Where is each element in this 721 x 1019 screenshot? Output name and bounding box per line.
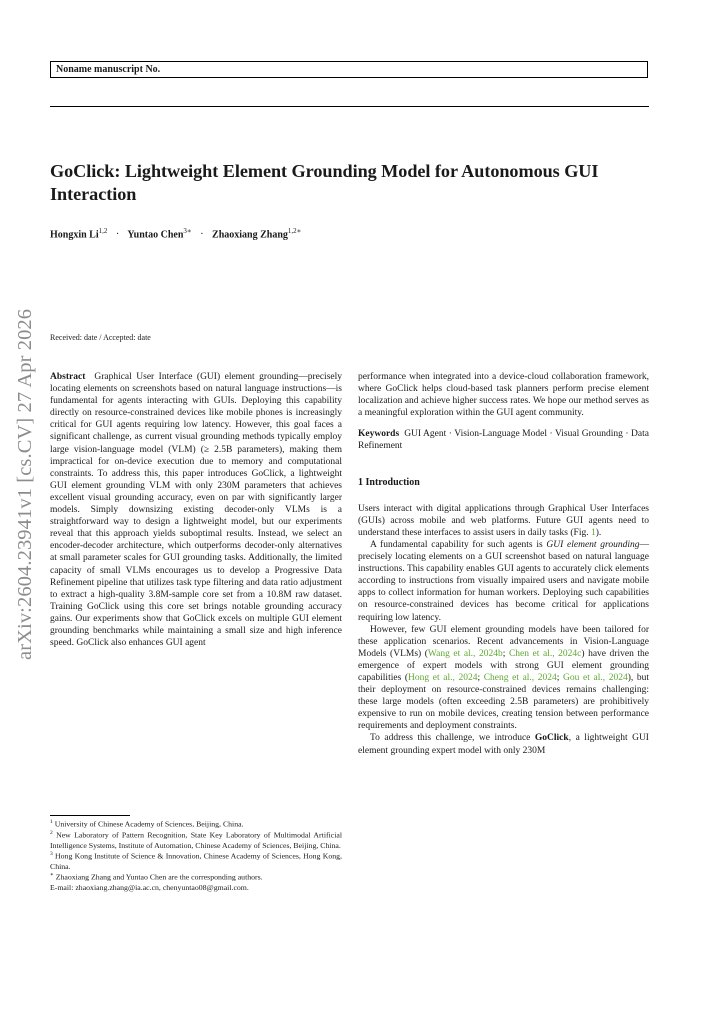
author-name: Hongxin Li bbox=[50, 229, 99, 241]
author-name: Yuntao Chen bbox=[127, 229, 184, 241]
manuscript-header bbox=[50, 61, 648, 78]
abstract-label: Abstract bbox=[50, 372, 86, 382]
author-separator: · bbox=[200, 229, 204, 241]
author-affiliation: 1,2∗ bbox=[287, 227, 302, 235]
model-name: GoClick bbox=[534, 733, 569, 744]
footnote: $^2$ New Laboratory of Pattern Recognition, State Key Laboratory of Multimodal Artificial Intelligence Systems, Institute of Automation, Chinese Academy of Sciences, Beijing, China. bbox=[50, 830, 342, 850]
citation-link[interactable]: Hong et al., 2024 bbox=[408, 672, 478, 683]
abstract-text: Graphical User Interface (GUI) element grounding—precisely locating elements on screenshots based on natural language instructions—is fundamental for agents interacting with GUIs. Deploying this capability directly on resource-constrained devices like mobile phones is increasingly critical for GUI agents requiring low latency. However, this goal faces a significant challenge, as current visual grounding methods typically employ large vision-language model (VLM) (≥ 2.5B parameters), making them impractical for on-device execution due to memory and computational constraints. To address this, this paper introduces GoClick, a lightweight GUI element grounding VLM with only 230M parameters that achieves excellent visual grounding accuracy, even on par with significantly larger models. Simply downsizing existing decoder-only VLMs is a straightforward way to design a lightweight model, but our experiments reveal that this approach yields suboptimal results. Instead, we select an encoder-decoder architecture, which outperforms decoder-only alternatives at small parameter scales for GUI grounding tasks. Additionally, the limited capacity of small VLMs encourages us to develop a Progressive Data Refinement pipeline that utilizes task type filtering and data ratio adjustment to extract a high-quality 3.8M-sample core set from a 10.8M raw dataset. Training GoClick using this core set brings notable grounding accuracy gains. Our experiments show that GoClick excels on multiple GUI element grounding benchmarks while maintaining a small size and high inference speed. GoClick also enhances GUI agent bbox=[50, 372, 342, 649]
keywords-label: Keywords bbox=[358, 429, 400, 440]
header-rule bbox=[50, 106, 649, 107]
right-column bbox=[358, 371, 649, 757]
footnote-email: E-mail: zhaoxiang.zhang@ia.ac.cn, chenyuntao08@gmail.com. bbox=[50, 882, 249, 892]
paper-title: GoClick: Lightweight Element Grounding Model for Autonomous GUI Interaction bbox=[50, 161, 599, 204]
keywords-text: GUI Agent · Vision-Language Model · Visual Grounding · Data Refinement bbox=[358, 429, 649, 452]
citation-link[interactable]: Wang et al., 2024b bbox=[427, 648, 503, 659]
footnote: $^1$ University of Chinese Academy of Sciences, Beijing, China. bbox=[50, 819, 244, 829]
intro-paragraph: However, few GUI element grounding models have been tailored for these application scenarios. Recent advancements in Vision-Language Models (VLMs) (Wang et al., 2024b; Chen et al., 2024c) have driven the emergence of expert models with strong GUI element grounding capabilities (Hong et al., 2024; Cheng et al., 2024; Gou et al., 2024), but their deployment on resource-constrained devices remains challenging: these large models (often exceeding 2.5B parameters) are prohibitively expensive to run on mobile devices, creating tension between performance requirements and deployment constraints. bbox=[358, 624, 649, 732]
arxiv-watermark: arXiv:2604.23941v1 [cs.CV] 27 Apr 2026 bbox=[14, 308, 36, 660]
abstract-continuation: performance when integrated into a device-cloud collaboration framework, where GoClick helps cloud-based task planners perform precise element localization and achieve higher success rates. We hope our method serves as a meaningful exploration within the GUI agent community. bbox=[358, 372, 649, 419]
emphasis: GUI element grounding bbox=[546, 539, 640, 550]
author-affiliation: 1,2 bbox=[98, 227, 108, 235]
figure-ref-link[interactable]: 1 bbox=[590, 527, 596, 538]
section-heading: 1 Introduction bbox=[358, 476, 420, 488]
citation-link[interactable]: Cheng et al., 2024 bbox=[483, 672, 557, 683]
author-affiliation: 3∗ bbox=[183, 227, 192, 235]
keywords bbox=[358, 428, 649, 452]
footnote-rule bbox=[50, 815, 130, 816]
footnote: ∗ Zhaoxiang Zhang and Yuntao Chen are the corresponding authors. bbox=[50, 872, 263, 882]
received-date: Received: date / Accepted: date bbox=[50, 333, 151, 342]
intro-paragraph: To address this challenge, we introduce GoClick, a lightweight GUI element grounding expert model with only 230M bbox=[358, 733, 649, 756]
abstract bbox=[50, 371, 342, 649]
author-separator: · bbox=[115, 229, 120, 241]
left-column bbox=[50, 371, 342, 649]
author-list bbox=[50, 227, 301, 240]
intro-paragraph: Users interact with digital applications through Graphical User Interfaces (GUIs) across mobile and web platforms. Future GUI agents need to understand these interfaces to assist users in daily tasks (Fig. 1). bbox=[358, 503, 649, 538]
footnotes bbox=[50, 818, 342, 892]
citation-link[interactable]: Chen et al., 2024c bbox=[508, 648, 582, 659]
intro-paragraph: A fundamental capability for such agents is GUI element grounding—precisely locating elements on a GUI screenshot based on natural language instructions. This capability enables GUI agents to accurately click elements according to instructions from visually impaired users and navigate mobile apps to collect information for human workers. Deploying such capabilities on resource-constrained devices has become critical for applications requiring low latency. bbox=[358, 539, 649, 623]
author-name: Zhaoxiang Zhang bbox=[212, 229, 288, 241]
footnote: $^3$ Hong Kong Institute of Science & Innovation, Chinese Academy of Sciences, Hong Kong, China. bbox=[50, 851, 342, 871]
citation-link[interactable]: Gou et al., 2024 bbox=[563, 672, 628, 683]
manuscript-label: Noname manuscript No. bbox=[56, 64, 161, 75]
